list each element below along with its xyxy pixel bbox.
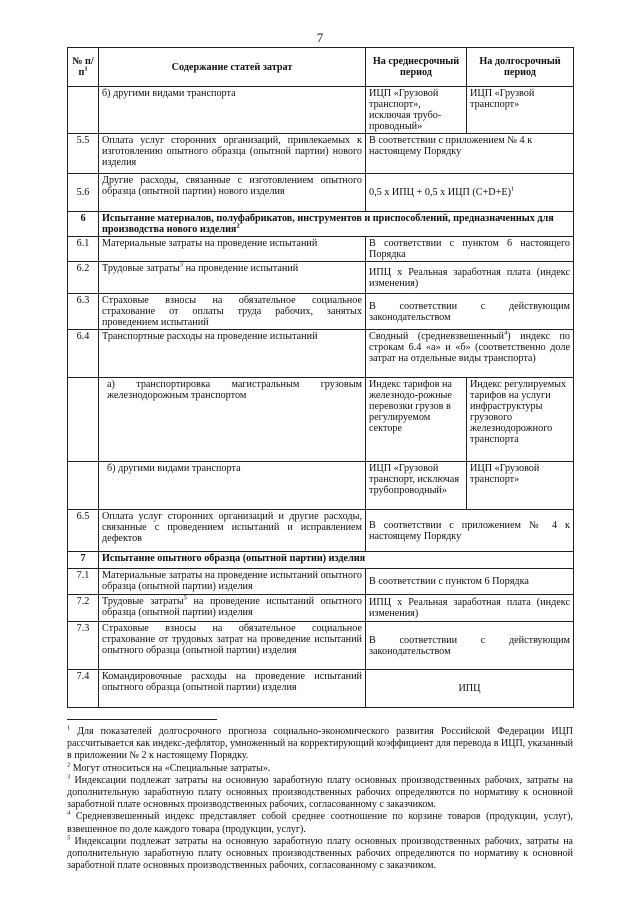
table-row	[68, 378, 574, 462]
row-content: Транспортные расходы на проведение испытаний	[99, 330, 366, 378]
header-content: Содержание статей затрат	[99, 48, 366, 87]
row-num: 5.6	[68, 174, 99, 212]
row-num: 6.2	[68, 262, 99, 294]
row-content: Трудовые затраты$^5$ на проведение испытаний опытного образца (опытной партии) изделия	[99, 595, 366, 622]
section-title: Испытание опытного образца (опытной партии) изделия	[99, 552, 574, 569]
row-num: 6.1	[68, 237, 99, 262]
row-num	[68, 87, 99, 134]
page-number: 7	[316, 30, 324, 45]
row-merged-value: ИПЦ х Реальная заработная плата (индекс изменения)	[366, 262, 574, 294]
table-row	[68, 134, 574, 174]
row-num: 7.1	[68, 569, 99, 595]
row-content: Другие расходы, связанные с изготовлением опытного образца (опытной партии) нового изделия	[99, 174, 366, 212]
row-content: б) другими видами транспорта	[99, 462, 366, 510]
header-long-term: На долгосрочный период	[467, 48, 574, 87]
table-row	[68, 569, 574, 595]
row-merged-value: В соответствии с действующим законодательством	[366, 622, 574, 670]
row-num: 6.5	[68, 510, 99, 552]
row-content: а) транспортировка магистральным грузовым железнодорожным транспортом	[99, 378, 366, 462]
row-long-term: Индекс регулируемых тарифов на услуги инфраструктуры грузового железнодорожного транспорта	[467, 378, 574, 462]
table-row	[68, 510, 574, 552]
row-content: Командировочные расходы на проведение испытаний опытного образца (опытной партии) изделия	[99, 670, 366, 708]
header-mid-term: На среднесрочный период	[366, 48, 467, 87]
row-content: Оплата услуг сторонних организаций и другие расходы, связанные с проведением испытаний и исправлением дефектов	[99, 510, 366, 552]
table-row	[68, 462, 574, 510]
row-content: Страховые взносы на обязательное социальное страхование от трудовых затрат на проведение испытаний опытного образца (опытной партии) изделия	[99, 622, 366, 670]
row-content: Материальные затраты на проведение испытаний	[99, 237, 366, 262]
row-merged-value: ИПЦ	[366, 670, 574, 708]
table-header-row	[68, 48, 574, 87]
row-mid-term: ИЦП «Грузовой транспорт», исключая трубо-проводный»	[366, 87, 467, 134]
row-long-term: ИЦП «Грузовой транспорт»	[467, 462, 574, 510]
row-num: 7.3	[68, 622, 99, 670]
table-row	[68, 87, 574, 134]
row-merged-value: ИПЦ х Реальная заработная плата (индекс изменения)	[366, 595, 574, 622]
section-row	[68, 212, 574, 237]
footnote-4: $^4$ Средневзвешенный индекс представляет собой среднее соотношение по корзине товаров (продукции, услуг), взвешенное по доле каждого товара (продукции, услуг).	[67, 810, 573, 835]
table-row	[68, 294, 574, 330]
table-row	[68, 262, 574, 294]
footnotes	[67, 726, 573, 872]
row-content: Оплата услуг сторонних организаций, привлекаемых к изготовлению опытного образца (опытной партии) нового изделия	[99, 134, 366, 174]
row-merged-value: В соответствии с приложением № 4 к настоящему Порядку	[366, 510, 574, 552]
row-content: Страховые взносы на обязательное социальное страхование от оплаты труда рабочих, занятых проведением испытаний	[99, 294, 366, 330]
section-num: 7	[68, 552, 99, 569]
row-num: 7.4	[68, 670, 99, 708]
row-mid-term: Индекс тарифов на железнодо-рожные перевозки грузов в регулируемом секторе	[366, 378, 467, 462]
row-merged-value: В соответствии с пунктом 6 Порядка	[366, 569, 574, 595]
section-title: Испытание материалов, полуфабрикатов, инструментов и приспособлений, предназначенных для производства нового изделия$^2$	[99, 212, 574, 237]
table-row	[68, 670, 574, 708]
row-mid-term: ИЦП «Грузовой транспорт, исключая трубопроводный»	[366, 462, 467, 510]
row-content: б) другими видами транспорта	[99, 87, 366, 134]
row-content: Трудовые затраты$^3$ на проведение испытаний	[99, 262, 366, 294]
row-num	[68, 462, 99, 510]
table-row	[68, 237, 574, 262]
footnote-5: $^5$ Индексации подлежат затраты на основную заработную плату основных производственных рабочих, затраты на дополнительную заработную плату основных производственных рабочих определяются по нормативу к основной заработной плате основных производственных рабочих, согласованному с заказчиком.	[67, 834, 573, 872]
cost-items-table	[67, 47, 574, 708]
footnote-separator	[67, 719, 217, 720]
row-num	[68, 378, 99, 462]
row-merged-value: В соответствии с действующим законодательством	[366, 294, 574, 330]
row-merged-value: В соответствии с приложением № 4 к настоящему Порядку	[366, 134, 574, 174]
table-row	[68, 330, 574, 378]
section-num: 6	[68, 212, 99, 237]
table-row	[68, 174, 574, 212]
row-num: 7.2	[68, 595, 99, 622]
row-long-term: ИЦП «Грузвой транспорт»	[467, 87, 574, 134]
table-row	[68, 595, 574, 622]
row-merged-value: 0,5 х ИПЦ + 0,5 х ИЦП $(C+D+E)^1$	[366, 174, 574, 212]
footnote-1: $^1$ Для показателей долгосрочного прогноза социально-экономического развития Российской Федерации ИЦП рассчитывается как индекс-дефлятор, умноженный на корректирующий коэффициент для перевода в ИЦП, указанный в приложении № 2 к настоящему Порядку.	[67, 724, 573, 762]
footnote-3: $^3$ Индексации подлежат затраты на основную заработную плату основных производственных рабочих, затраты на дополнительную заработную плату основных производственных рабочих определяются по нормативу к основной заработной плате основных производственных рабочих, согласованному с заказчиком.	[67, 773, 573, 811]
row-num: 6.3	[68, 294, 99, 330]
section-row	[68, 552, 574, 569]
row-merged-value: В соответствии с пунктом 6 настоящего Порядка	[366, 237, 574, 262]
row-num: 5.5	[68, 134, 99, 174]
row-content: Материальные затраты на проведение испытаний опытного образца (опытной партии) изделия	[99, 569, 366, 595]
table-row	[68, 622, 574, 670]
footnote-2: $^2$ Могут относиться на «Специальные затраты».	[67, 761, 271, 774]
row-merged-value: Сводный (средневзвешенный$^4$) индекс по строкам 6.4 «а» и «б» (соответственно доле затрат на отдельные виды транспорта)	[366, 330, 574, 378]
row-num: 6.4	[68, 330, 99, 378]
header-num: № $п/п^1$	[68, 48, 99, 87]
